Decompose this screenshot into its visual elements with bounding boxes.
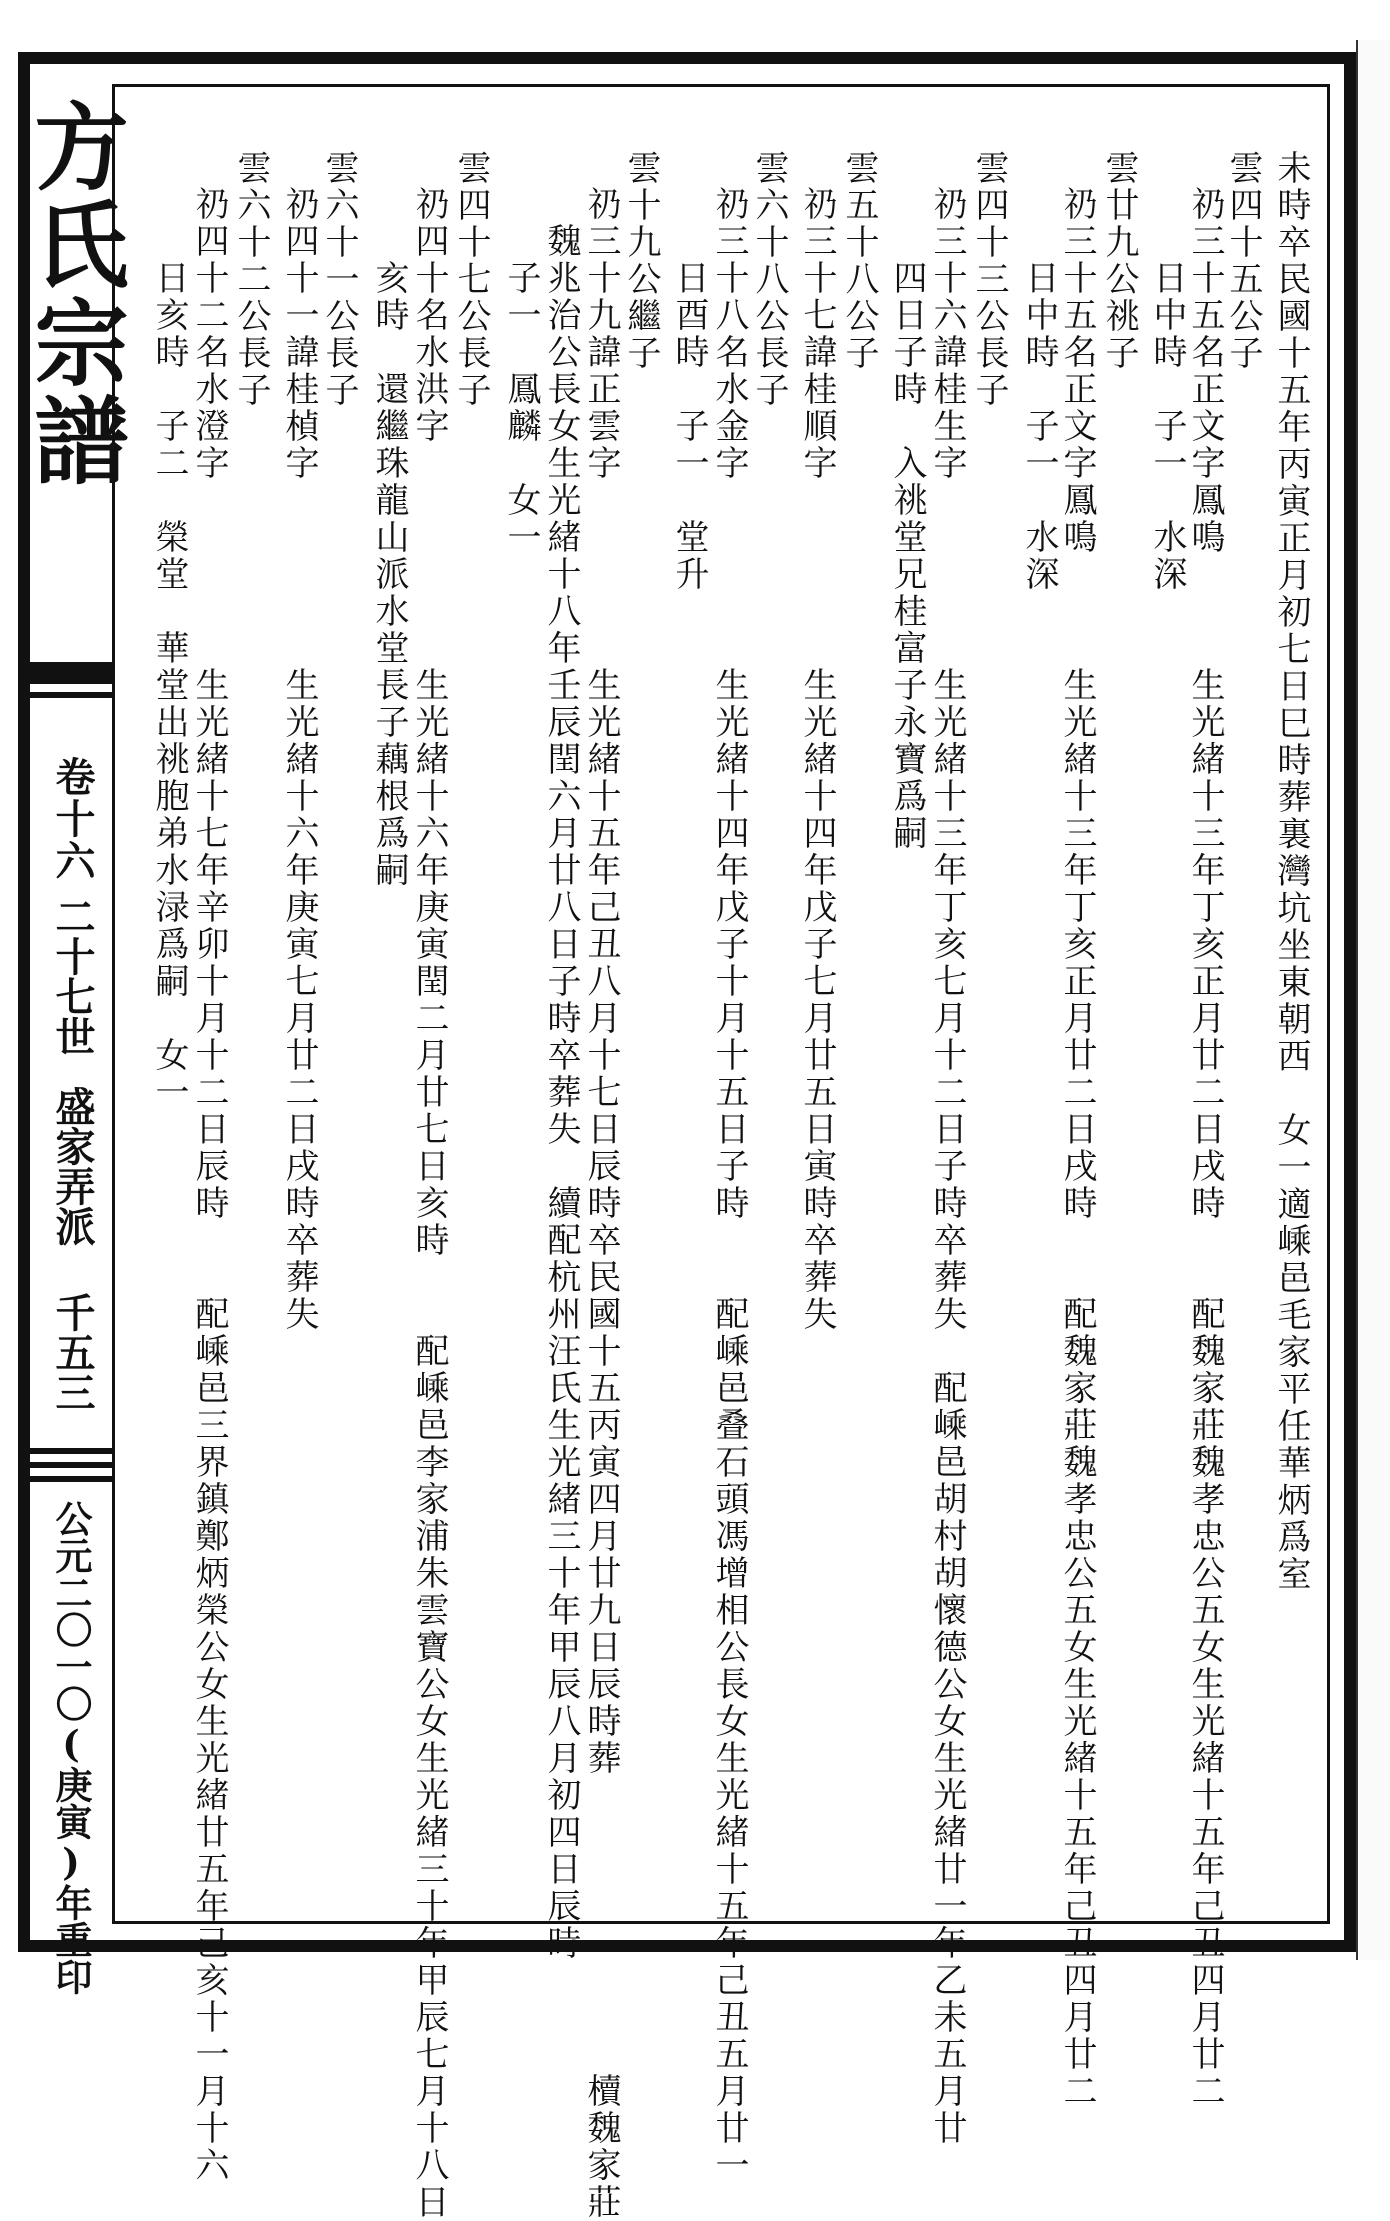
volume-label: 卷十六: [49, 756, 96, 882]
margin-divider: [20, 662, 112, 684]
text-column: 礽四十二名水澄字 生光緒十七年辛卯十月十二日辰時 配嵊邑三界鎮鄭炳榮公女生光緒廿五年己亥十一月十六: [189, 186, 229, 2184]
text-column: 礽四十一諱桂楨字 生光緒十六年庚寅七月廿二日戌時卒葬失: [279, 186, 319, 1333]
branch-label: 盛家弄派: [49, 1086, 96, 1246]
text-column: 日亥時 子二 榮堂 華堂出祧胞弟水渌爲嗣 女一: [149, 186, 189, 1111]
text-column: 雲四十五公子: [1223, 150, 1263, 372]
text-column: 雲六十二公長子: [231, 150, 271, 409]
text-column: 日中時 子一 水深: [1019, 186, 1059, 593]
page-number: 千五三: [49, 1292, 96, 1412]
text-column: 亥時 還繼珠龍山派水堂長子藕根爲嗣: [369, 186, 409, 889]
text-column: 日酉時 子一 堂升: [669, 186, 709, 593]
text-column: 雲六十八公長子: [749, 150, 789, 409]
text-column: 礽四十名水洪字 生光緒十六年庚寅閏二月廿七日亥時 配嵊邑李家浦朱雲寶公女生光緒三十年甲辰七月十八日: [409, 186, 449, 2221]
text-column: 礽三十六諱桂生字 生光緒十三年丁亥七月十二日子時卒葬失 配嵊邑胡村胡懷德公女生光緒廿一年乙未五月廿: [927, 186, 967, 2147]
text-column: 未時卒民國十五年丙寅正月初七日巳時葬裏灣坑坐東朝西 女一適嵊邑毛家平任華炳爲室: [1271, 150, 1311, 1593]
text-column: 雲五十八公子: [839, 150, 879, 372]
margin-divider: [20, 1476, 112, 1482]
text-column: 礽三十八名水金字 生光緒十四年戊子十月十五日子時 配嵊邑叠石頭馮增相公長女生光緒十五年己丑五月廿一: [709, 186, 749, 2184]
text-column: 四日子時 入祧堂兄桂富子永寶爲嗣: [887, 186, 927, 852]
text-column: 礽三十五名正文字鳳鳴 生光緒十三年丁亥正月廿二日戌時 配魏家莊魏孝忠公五女生光緒十五年己丑四月廿二: [1057, 186, 1097, 2110]
reprint-note: 公元二〇一〇(庚寅)年重印: [49, 1500, 93, 1995]
genealogy-title: 方氏宗譜: [18, 98, 128, 490]
text-column: 礽三十九諱正雲字 生光緒十五年己丑八月十七日辰時卒民國十五丙寅四月廿九日辰時葬 櫝魏家莊: [581, 186, 621, 2221]
binding-margin: [1356, 40, 1390, 1960]
text-column: 雲十九公繼子: [621, 150, 661, 372]
text-column: 雲廿九公祧子: [1099, 150, 1139, 372]
text-column: 雲六十一公長子: [319, 150, 359, 409]
text-column: 雲四十三公長子: [969, 150, 1009, 409]
margin-divider: [20, 1462, 112, 1468]
text-column: 雲四十七公長子: [451, 150, 491, 409]
generation-label: 二十七世: [49, 896, 96, 1056]
text-column: 魏兆治公長女生光緒十八年壬辰閏六月廿八日子時卒葬失 續配杭州汪氏生光緒三十年甲辰八月初四日辰時: [541, 186, 581, 1962]
text-column: 礽三十七諱桂順字 生光緒十四年戊子七月廿五日寅時卒葬失: [797, 186, 837, 1333]
text-column: 礽三十五名正文字鳳鳴 生光緒十三年丁亥正月廿二日戌時 配魏家莊魏孝忠公五女生光緒十五年己丑四月廿二: [1185, 186, 1225, 2110]
text-column: 子一 鳳麟 女一: [501, 186, 541, 556]
margin-divider: [20, 1448, 112, 1454]
margin-divider: [20, 692, 112, 698]
text-column: 日中時 子一 水深: [1147, 186, 1187, 593]
